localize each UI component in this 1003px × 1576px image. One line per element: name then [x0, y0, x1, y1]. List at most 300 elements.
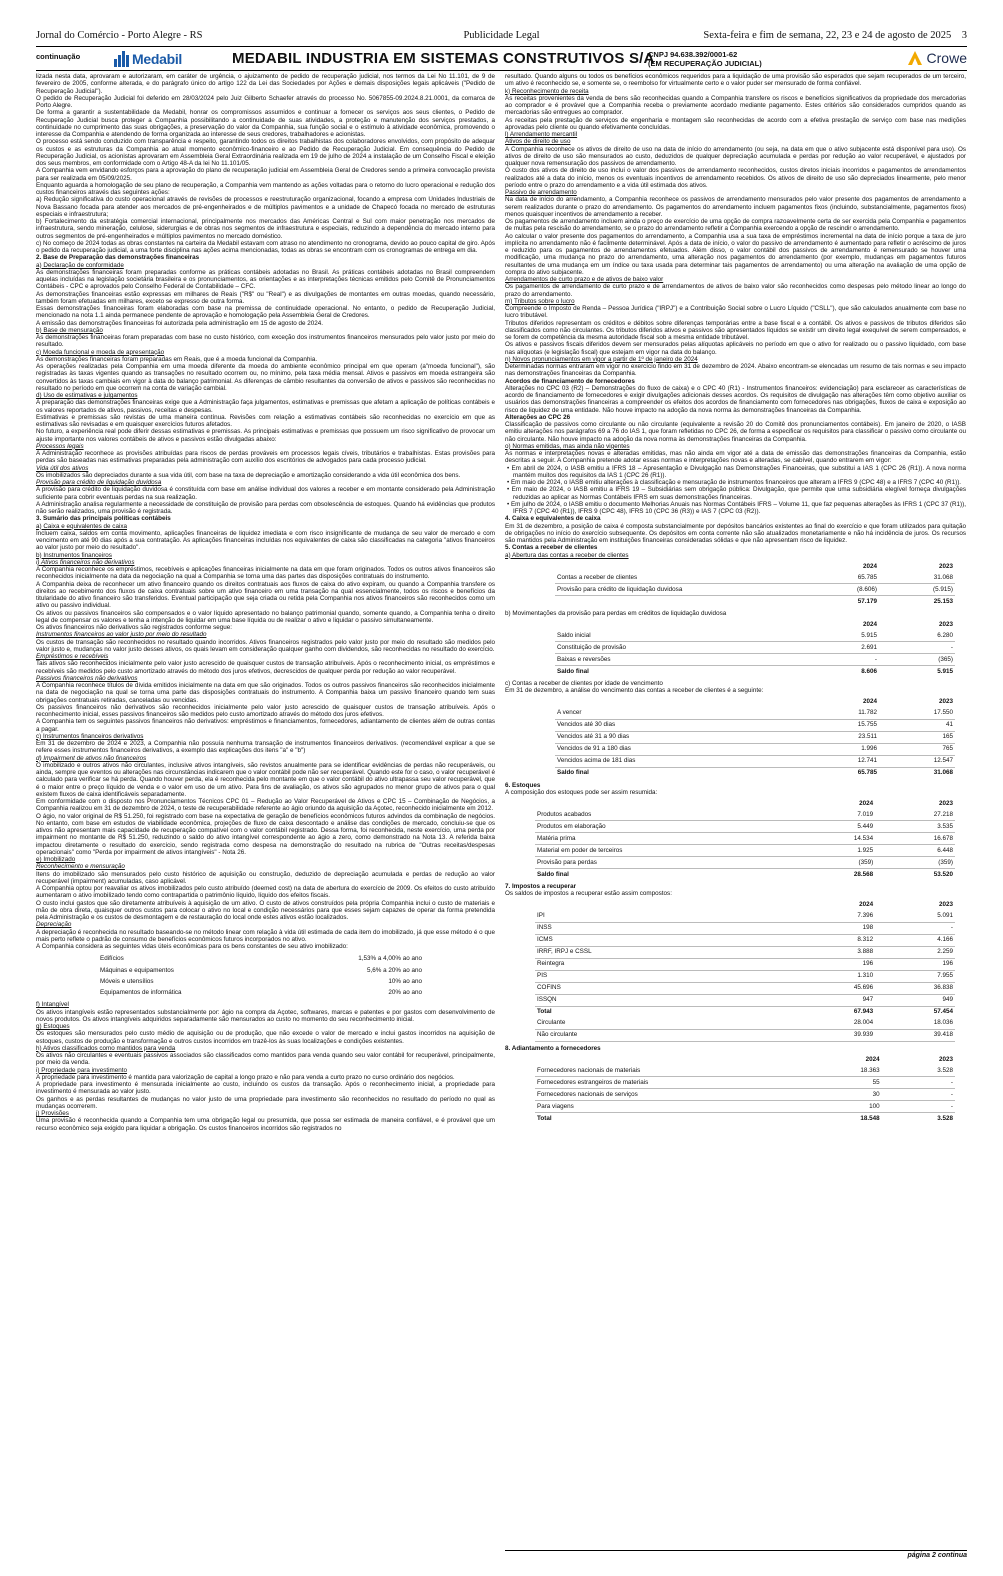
table-row	[535, 1029, 955, 1041]
header-label-cell	[555, 697, 803, 708]
paragraph: Na data de início do arrendamento, a Companhia reconhece os passivos de arrendamento mensurados pelo valor presente dos pagamentos de arrendamento a serem realizados durante o prazo do arrendamento. Os pagamentos do arrendamento incluem pagamentos fixos (incluindo, substancialmente, pagamentos fixos) menos quaisquer incentivos de arrendamento a receber.	[505, 196, 966, 218]
paragraph: lizada nesta data, aprovaram e autorizaram, em caráter de urgência, o ajuizamento de pedido de recuperação judicial, nos termos da Lei No 11.101, de 9 de fevereiro de 2005, conforme alterada, e do parágrafo único do artigo 122 da Lei das Sociedades por Ações e demais disposições legais aplicáveis ("Pedido de Recuperação Judicial").	[36, 73, 495, 95]
paragraph: A Administração analisa regularmente a necessidade de constituição de provisão para perdas com obsolescência de estoques. Quando há evidências que produtos não serão realizados, uma provisão é registrada.	[36, 500, 495, 515]
subsection-heading: l) Arrendamento mercantil	[505, 131, 578, 138]
value-2023: 18.036	[875, 1018, 955, 1030]
row-label: Constituição de provisão	[555, 642, 803, 654]
paragraph: Os pagamentos de arrendamento incluem ainda o preço de exercício de uma opção de compra razoavelmente certa de ser exercida pela Companhia e pagamentos de multas pela rescisão do arrendamento, se o prazo do arrendamento refletir a Companhia exercendo a opção de rescindir o arrendamento.	[505, 218, 966, 233]
subsection-heading: Alterações ao CPC 26	[505, 413, 571, 421]
header-2023: 2023	[938, 1055, 953, 1063]
paragraph: Classificação de passivos como circulante ou não circulante (equivalente a revisão 20 do Comitê dos pronunciamentos contábeis). Em janeiro de 2020, o IASB emitiu alterações nos parágrafos 69 a 76 do IAS 1, que foram refletidas no CPC 26, de forma a especificar os requisitos para classificar o passivo como circulante ou não circulante. Não houve impacto na adoção da nova norma às demonstrações financeiras da Companhia.	[505, 421, 966, 443]
row-label: Produtos acabados	[535, 809, 795, 821]
asset-class: Móveis e utensílios	[100, 977, 154, 985]
header-2024: 2024	[862, 620, 877, 628]
table-total-row	[535, 1112, 955, 1124]
paragraph: O ágio, no valor original de R$ 51.250, foi registrado com base na expectativa de geração de benefícios econômicos futuros advindos da combinação de negócios. No entanto, com base em estudos de viabilidade econômica, projeções de fluxo de caixa descontado e análise das condições de mercado, concluiu-se que os ativos não apresentam mais capacidade de recuperação compatível com o valor contábil registrado. Dessa forma, foi reconhecida, neste exercício, uma perda por impairment no montante de R$ 51.250, reduzindo o saldo do ativo intangível correspondente ao ágio a zero, como demonstrado na Nota 13. A referida baixa impactou diretamente o resultado do exercício, sendo registrada como despesa na demonstração do resultado na rubrica de "Outras receitas/despesas operacionais" como "Perda por impairment de ativos intangíveis" - Nota 26.	[36, 812, 495, 856]
subsection-heading: d) Uso de estimativas e julgamentos	[36, 392, 138, 399]
value-2023: 3.528	[882, 1065, 955, 1077]
subsection-heading: Ativos de direito de uso	[505, 138, 571, 146]
value-2024: -	[803, 654, 879, 666]
value-2023: -	[882, 1076, 955, 1088]
value-2024: 65.785	[803, 767, 879, 779]
continues-note: página 2 continua	[907, 1552, 967, 1559]
table-total-row	[555, 595, 955, 607]
paragraph: Os ativos não circulantes e eventuais passivos associados são classificados como mantidos para venda quando seu valor contábil for recuperável, principalmente, por meio da venda.	[36, 1052, 495, 1067]
table-row	[535, 994, 955, 1006]
paragraph: c) No começo de 2024 todas as obras constantes na carteira da Medabil estavam com atraso no atendimento no cronograma, devido ao pouco capital de giro. Após o pedido da recuperação judicial, a uma forte disciplina nas ações acima mencionadas, todas as obras se encontram com os cronogramas de entrega em dia.	[36, 239, 495, 254]
value-2024: 28.568	[795, 869, 875, 881]
row-label: IPI	[535, 911, 795, 923]
header-2024: 2024	[862, 698, 877, 706]
value-2024: 1.996	[803, 743, 879, 755]
bullet-item: • Em julho de 2024, o IASB emitiu o documento Melhorias Anuais nas Normas Contábeis IFRS – Volume 11, que faz pequenas alterações às IFRS 1 (CPC 37 (R1)), IFRS 7 (CPC 40 (R1)), IFRS 9 (CPC 48), IFRS 10 (CPC 36 (R3)) e IAS 7 (CPC 03 (R2)).	[507, 500, 966, 515]
notice-header	[36, 50, 967, 70]
paragraph: O pedido de Recuperação Judicial foi deferido em 28/03/2024 pelo Juiz Gilberto Schaefer através do processo No. 5067855-09.2024.8.21.0001, da comarca de Porto Alegre.	[36, 94, 495, 109]
table-header	[535, 798, 955, 809]
table-row	[535, 809, 955, 821]
subsection-heading: g) Estoques	[36, 1023, 70, 1030]
asset-class: Máquinas e equipamentos	[100, 966, 174, 974]
header-2023: 2023	[938, 799, 953, 807]
header-2024: 2024	[859, 799, 874, 807]
header-2023: 2023	[938, 620, 953, 628]
table-row	[535, 958, 955, 970]
header-2024: 2024	[862, 562, 877, 570]
edition-date: Sexta-feira e fim de semana, 22, 23 e 24 de agosto de 2025 3	[703, 30, 967, 41]
table-row	[535, 821, 955, 833]
table-row	[535, 1065, 955, 1077]
paragraph: A composição dos estoques pode ser assim resumida:	[505, 788, 658, 796]
value-2023: -	[882, 1100, 955, 1112]
row-label: Saldo final	[555, 666, 803, 678]
header-label-cell	[535, 1054, 795, 1065]
newspaper-name: Jornal do Comércio - Porto Alegre - RS	[36, 30, 203, 41]
subsection-heading: Empréstimos e recebíveis	[36, 653, 109, 660]
value-2024: 12.741	[803, 755, 879, 767]
value-2023: 6.280	[879, 630, 955, 642]
table-row	[555, 642, 955, 654]
paragraph: Os ativos financeiros não derivativos são registrados conforme segue:	[36, 624, 233, 631]
subsection-heading: c) Moeda funcional e moeda de apresentação	[36, 348, 165, 356]
subsection-heading: o) Normas emitidas, mas ainda não vigentes	[505, 442, 630, 450]
masthead-rule	[36, 46, 967, 47]
asset-class: Edifícios	[100, 955, 124, 963]
value-2024: 5.915	[803, 630, 879, 642]
depreciation-table	[96, 952, 426, 999]
table-header	[555, 619, 955, 630]
row-label: Fornecedores estrangeiros de materiais	[535, 1076, 795, 1088]
subsection-heading: Passivo de arrendamento	[505, 189, 577, 196]
row-label: Provisão para perdas	[535, 857, 795, 869]
table-header	[535, 900, 955, 911]
paragraph: a) Redução significativa do custo operacional através de revisões de processos e reestruturação organizacional, focando a empresa com Unidades Industriais de Nova Bassano focada para atender aos mercados de pré-engenheirados e de múltiplos pavimentos e a unidade de Chapecó focada no mercado de estruturas especiais e infraestrutura;	[36, 196, 495, 218]
header-2024: 2024	[865, 1055, 880, 1063]
paragraph: Compreende o Imposto de Renda – Pessoa Jurídica ("IRPJ") e a Contribuição Social sobre o Lucro Líquido ("CSLL"), que são calculados anualmente com base no lucro tributável.	[505, 305, 966, 320]
subsection-heading: Processos legais	[36, 442, 84, 450]
paragraph: Tributos diferidos representam os créditos e débitos sobre diferenças temporárias entre a base fiscal e a contábil. Os ativos e passivos de tributos diferidos são classificados como não circulantes. Os tributos diferidos ativos e passivos são apresentados líquidos se existir um direito legal exequível de serem compensados, e se forem de competência da mesma autoridade fiscal sob a mesma entidade tributável.	[505, 319, 966, 341]
value-2023: 31.068	[879, 572, 955, 584]
section-name: Publicidade Legal	[463, 30, 540, 41]
value-2023: 36.838	[875, 982, 955, 994]
value-2024: 65.785	[803, 572, 879, 584]
left-column	[36, 73, 495, 1553]
paragraph: As demonstrações financeiras foram preparadas conforme as práticas contábeis adotadas no Brasil. As práticas contábeis adotadas no Brasil compreendem aquelas incluídas na legislação societária brasileira e os pronunciamentos, as orientações e as interpretações técnicas emitidos pelo Comitê de Pronunciamentos Contábeis - CPC e aprovados pelo Conselho Federal de Contabilidade – CFC.	[36, 268, 495, 291]
value-2023: 41	[879, 719, 955, 731]
row-label: Matéria prima	[535, 833, 795, 845]
table-row	[535, 934, 955, 946]
depreciation-rate: 5,6% a 20% ao ano	[367, 966, 422, 974]
table-header	[555, 561, 955, 572]
value-2024: (359)	[795, 857, 875, 869]
table-row	[535, 1088, 955, 1100]
subsection-heading: c) Instrumentos financeiros derivativos	[36, 732, 144, 740]
table-row	[535, 946, 955, 958]
depreciation-rate: 1,53% a 4,00% ao ano	[358, 955, 422, 963]
subsection-heading: Acordos de financiamento de fornecedores	[505, 377, 635, 385]
value-2023: -	[879, 642, 955, 654]
table-row	[555, 583, 955, 595]
row-label: ISSQN	[535, 994, 795, 1006]
bullet-item: • Em maio de 2024, o IASB emitiu a IFRS 19 – Subsidiárias sem obrigação pública: Divulgação, que permite que uma subsidiária elegível forneça divulgações reduzidas ao aplicar as Normas Contábeis IFRS em suas demonstrações financeiras.	[507, 486, 966, 501]
row-label: Vencidos até 31 a 90 dias	[555, 731, 803, 743]
table-row	[555, 743, 955, 755]
subsection-heading: Provisão para crédito de liquidação duvidosa	[36, 479, 162, 486]
paragraph: A Companhia reconhece títulos de dívida emitidos inicialmente na data em que são originados. Todos os outros passivos financeiros são reconhecidos inicialmente na data de negociação na qual se torna uma parte das disposições contratuais do instrumento. A Companhia baixa um passivo financeiro quando tem suas obrigações contratuais retiradas, canceladas ou vencidas.	[36, 682, 495, 704]
value-2023: 165	[879, 731, 955, 743]
subsection-heading: b) Base de mensuração	[36, 326, 103, 334]
value-2024: 39.939	[795, 1029, 875, 1041]
subsection-heading: Instrumentos financeiros ao valor justo por meio do resultado	[36, 631, 207, 639]
value-2024: 2.691	[803, 642, 879, 654]
page-number: 3	[961, 30, 967, 41]
value-2024: 14.534	[795, 833, 875, 845]
row-label: Reintegra	[535, 958, 795, 970]
value-2024: 28.004	[795, 1018, 875, 1030]
table-row	[555, 755, 955, 767]
provision-movement-table	[555, 619, 955, 677]
paragraph: A emissão das demonstrações financeiras foi autorizada pela administração em 15 de agosto de 2024.	[36, 319, 324, 327]
cnpj: CNPJ 94.638.392/0001-62	[648, 50, 738, 59]
section-heading: 7. Impostos a recuperar	[505, 883, 577, 890]
value-2024: 23.511	[803, 731, 879, 743]
crowe-logo-icon: Crowe	[906, 50, 967, 66]
paragraph: A Companhia deixa de reconhecer um ativo financeiro quando os direitos contratuais aos fluxos de caixa do ativo expiram, ou quando a Companhia transfere os direitos ao recebimento dos fluxos de caixa contratuais sobre um ativo financeiro em uma transação na qual essencialmente, todos os riscos e benefícios da titularidade do ativo financeiro são transferidos. Eventual participação que seja criada ou retida pela Companhia nos ativos financeiros são reconhecidos como um ativo ou passivo individual.	[36, 580, 495, 610]
subsection-heading: n) Novos pronunciamentos em vigor a partir de 1º de janeiro de 2024	[505, 355, 698, 363]
depreciation-row	[98, 966, 424, 975]
table-row	[535, 1100, 955, 1112]
recoverable-taxes-table	[535, 900, 955, 1042]
paragraph: A depreciação é reconhecida no resultado baseando-se no método linear com relação à vida útil estimada de cada item do imobilizado, já que esse método é o que mais perto reflete o padrão de consumo de benefícios econômicos futuros incorporados no ativo.	[36, 928, 495, 943]
value-2024: 18.548	[795, 1112, 881, 1124]
value-2023: 4.166	[875, 934, 955, 946]
subsection-heading: j) Provisões	[36, 1110, 69, 1117]
company-id	[648, 50, 762, 68]
value-2023: -	[875, 922, 955, 934]
table-row	[555, 719, 955, 731]
table-total-row	[555, 666, 955, 678]
value-2023: (359)	[875, 857, 955, 869]
value-2023: 27.218	[875, 809, 955, 821]
row-label: ICMS	[535, 934, 795, 946]
paragraph: Os ativos e passivos fiscais diferidos devem ser mensurados pelas alíquotas aplicáveis no período em que o ativo for realizado ou o passivo liquidado, com base nas alíquotas (e legislação fiscal) que estejam em vigor na data do balanço.	[505, 341, 966, 356]
paragraph: Os estoques são mensurados pelo custo médio de aquisição ou de produção, que não excede o valor de mercado e inclui gastos incorridos na aquisição de estoques, custos de produção e transformação e outros custos incorridos em trazê-los às suas localizações e condições existentes.	[36, 1030, 495, 1045]
subsection-heading: a) Declaração de conformidade	[36, 261, 124, 269]
row-label: IRRF, IRPJ e CSSL	[535, 946, 795, 958]
value-2024: 5.449	[795, 821, 875, 833]
paragraph: De forma a garantir a sustentabilidade da Medabil, honrar os compromissos assumidos e continuar a fornecer os serviços aos seus clientes, o Pedido de Recuperação Judicial busca proteger a Companhia possibilitando a continuidade de suas atividades, a proteção e manutenção dos serviços prestados, a continuidade no cumprimento das suas obrigações, a preservação do valor da Companhia, sua função social e o estímulo à atividade econômica, promovendo o interesse da Companhia e atendendo de forma organizada ao interesse de seus credores, trabalhadores e acionistas.	[36, 109, 495, 138]
row-label: PIS	[535, 970, 795, 982]
header-2024: 2024	[859, 901, 874, 909]
value-2024: 57.179	[803, 595, 879, 607]
value-2024: 30	[795, 1088, 881, 1100]
depreciation-row	[98, 954, 424, 963]
table-row	[555, 654, 955, 666]
paragraph: A Companhia reconhece os ativos de direito de uso na data de início do arrendamento (ou seja, na data em que o ativo subjacente está disponível para uso). Os ativos de direito de uso são mensurados ao custo, deduzidos de qualquer depreciação acumulada e perdas por redução ao valor recuperável, e ajustados por qualquer nova remensuração dos passivos de arrendamento.	[505, 145, 966, 167]
table-row	[555, 630, 955, 642]
section-heading: 6. Estoques	[505, 781, 541, 789]
header-rule	[36, 70, 967, 71]
value-2024: 1.310	[795, 970, 875, 982]
subsection-heading: k) Reconhecimento de receita	[505, 87, 589, 95]
row-label: INSS	[535, 922, 795, 934]
value-2024: 7.019	[795, 809, 875, 821]
depreciation-rate: 20% ao ano	[388, 989, 422, 996]
row-label: Saldo final	[535, 869, 795, 881]
paragraph: A provisão para crédito de liquidação duvidosa é constituída com base em análise individual dos valores a receber e em montante considerado pela Administração suficiente para cobrir eventuais perdas na sua realização.	[36, 486, 495, 501]
depreciation-rate: 10% ao ano	[388, 977, 422, 985]
company-name: MEDABIL INDUSTRIA EM SISTEMAS CONSTRUTIVOS S/A	[232, 50, 655, 67]
judicial-status: (EM RECUPERAÇÃO JUDICIAL)	[648, 59, 762, 68]
row-label: Vencidos acima de 181 dias	[555, 755, 803, 767]
paragraph: Estimativas e premissas são revistas de uma maneira contínua. Revisões com relação a estimativas contábeis são reconhecidas no exercício em que as estimativas são revisadas e em quaisquer exercícios futuros afetados.	[36, 413, 495, 428]
paragraph: As operações realizadas pela Companhia em uma moeda diferente da moeda do ambiente econômico principal em que operam (a"moeda funcional"), são registradas às taxas vigentes quando as transações no resultado ocorrem ou, no mínimo, pela taxa média mensal. Ativos e passivos em moeda estrangeira são convertidos às taxas cambiais em vigor à data do balanço patrimonial. As diferenças de câmbio resultantes da conversão de ativos e passivos são reconhecidas no resultado no período em que ocorrem na conta de variação cambial.	[36, 363, 495, 392]
table-total-row	[535, 1006, 955, 1018]
row-label: Para viagens	[535, 1100, 795, 1112]
paragraph: As demonstrações financeiras foram preparadas em Reais, que é a moeda funcional da Companhia.	[36, 355, 318, 363]
paragraph: As normas e interpretações novas e alteradas emitidas, mas não ainda em vigor até a data de emissão das demonstrações financeiras da Companhia, estão descritas a seguir. A Companhia pretende adotar essas normas e interpretações novas e alteradas, se cabível, quando entrarem em vigor:	[505, 450, 966, 465]
medabil-logo-icon: Medabil	[114, 50, 182, 68]
subsection-heading: a) Caixa e equivalentes de caixa	[36, 522, 128, 530]
section-heading: 4. Caixa e equivalentes de caixa	[505, 515, 601, 523]
table-total-row	[535, 869, 955, 881]
table-row	[555, 708, 955, 720]
paragraph: O imobilizado e outros ativos não circulantes, inclusive ativos intangíveis, são revistos anualmente para se identificar evidências de perdas não recuperáveis, ou ainda, sempre que eventos ou alterações nas circunstâncias indicarem que o valor contábil pode não ser recuperável. Quando este for o caso, o valor recuperável é calculado para verificar se há perda. Quando houver perda, ela é reconhecida pelo montante em que o valor contábil do ativo ultrapassa seu valor recuperável, que é o maior entre o preço líquido de venda e o valor em uso de um ativo. Para fins de avaliação, os ativos são agrupados no menor grupo de ativos para o qual existem fluxos de caixa identificáveis separadamente.	[36, 761, 495, 798]
value-2023: 3.528	[882, 1112, 955, 1124]
table-row	[535, 833, 955, 845]
row-label: Produtos em elaboração	[535, 821, 795, 833]
value-2023: 12.547	[879, 755, 955, 767]
right-column	[505, 73, 966, 1553]
value-2023: 3.535	[875, 821, 955, 833]
subsection-heading: Reconhecimento e mensuração	[36, 863, 125, 871]
subsection-heading: f) Intangível	[36, 1001, 69, 1009]
subsection-heading: i) Ativos financeiros não derivativos	[36, 558, 135, 566]
header-label-cell	[535, 798, 795, 809]
value-2024: 1.925	[795, 845, 875, 857]
value-2023: (5.915)	[879, 583, 955, 595]
value-2023: 17.550	[879, 708, 955, 720]
subsection-heading: Passivos financeiros não derivativos	[36, 674, 138, 682]
paragraph: Os passivos financeiros não derivativos são reconhecidos inicialmente pelo valor justo acrescido de quaisquer custos de transação atribuíveis. Após o reconhecimento inicial, esses passivos financeiros são medidos pelo custo amortizado através do método dos juros efetivos.	[36, 703, 495, 718]
paragraph: A propriedade para investimento é mantida para valorização de capital a longo prazo e não para venda a curto prazo no curso ordinário dos negócios.	[36, 1073, 455, 1081]
inventory-table	[535, 798, 955, 880]
continuation-label: continuação	[36, 52, 81, 61]
row-label: Baixas e reversões	[555, 654, 803, 666]
value-2023: 16.678	[875, 833, 955, 845]
value-2024: 18.363	[795, 1065, 881, 1077]
asset-class: Equipamentos de informática	[100, 989, 182, 996]
aging-table	[555, 697, 955, 779]
paragraph: Itens do imobilizado são mensurados pelo custo histórico de aquisição ou construção, deduzido de depreciação acumulada e perdas de redução ao valor recuperável (impairment) acumuladas, caso aplicável.	[36, 870, 495, 885]
header-2023: 2023	[938, 562, 953, 570]
value-2023: 25.153	[879, 595, 955, 607]
paragraph: Em conformidade com o disposto nos Pronunciamentos Técnicos CPC 01 – Redução ao Valor Recuperável de Ativos e CPC 15 – Combinação de Negócios, a Companhia realizou em 31 de dezembro de 2024, o teste de recuperabilidade referente ao ágio oriundo da aquisição da Açotec, reconhecido inicialmente em 2012.	[36, 798, 495, 813]
value-2023: 31.068	[879, 767, 955, 779]
paragraph: Essas demonstrações financeiras foram elaboradas com base na premissa de continuidade operacional. No entanto, o pedido de Recuperação Judicial, mencionado na nota 1.1 ainda permanece pendente de aprovação e homologação pela Assembleia Geral de Credores.	[36, 305, 495, 320]
table-row	[555, 731, 955, 743]
row-label: Total	[535, 1006, 795, 1018]
header-label-cell	[535, 900, 795, 911]
paragraph: As receitas provenientes da venda de bens são reconhecidas quando a Companhia transfere os riscos e benefícios significativos da propriedade dos mercadorias ao comprador e é provável que a Companhia receba o previamente acordado mediante pagamento. Estes critérios são considerados cumpridos quando as mercadorias são entregues ao comprador.	[505, 94, 966, 117]
section-heading: 5. Contas a receber de clientes	[505, 544, 598, 552]
value-2023: 39.418	[875, 1029, 955, 1041]
paragraph: Incluem caixa, saldos em conta movimento, aplicações financeiras de liquidez imediata e com risco insignificante de mudança de seu valor de mercado e com vencimento em até 90 dias após a sua contratação. As aplicações financeiras incluídas nos equivalentes de caixa são classificadas na categoria "ativos financeiros ao valor justo por meio do resultado".	[36, 529, 495, 552]
paragraph: Os ganhos e as perdas resultantes de mudanças no valor justo de uma propriedade para investimento são reconhecidos no resultado do período no qual as mudanças ocorrerem.	[36, 1095, 495, 1110]
section-heading: 2. Base de Preparação das demonstrações financeiras	[36, 254, 200, 262]
paragraph: Tais ativos são reconhecidos inicialmente pelo valor justo acrescido de quaisquer custos de transação atribuíveis. Após o reconhecimento inicial, os empréstimos e recebíveis são medidos pelo custo amortizado através do método dos juros efetivos, decrescidos de qualquer perda por redução ao valor recuperável.	[36, 660, 495, 675]
value-2023: 2.259	[875, 946, 955, 958]
paragraph: No futuro, a experiência real pode diferir dessas estimativas e premissas. As principais estimativas e premissas que possuem um risco significativo de provocar um ajuste importante nos valores contábeis de ativos e passivos estão divulgadas abaixo:	[36, 428, 495, 443]
value-2024: 947	[795, 994, 875, 1006]
subsection-heading: Depreciação	[36, 921, 72, 929]
paragraph: A Companhia vem envidando esforços para a aprovação do plano de recuperação judicial em Assembleia Geral de Credores sendo a primeira convocação prevista para ser realizada em 05/09/2025.	[36, 167, 495, 182]
header-2023: 2023	[938, 901, 953, 909]
paragraph: Alterações no CPC 03 (R2) – Demonstrações do fluxo de caixa) e o CPC 40 (R1) - Instrumentos financeiros: evidenciação) para esclarecer as características de acordo de financiamento de fornecedores e exigir divulgações adicionais desses acordos. Os requisitos de divulgação nas alterações têm como objetivo auxiliar os usuários das demonstrações financeiras a compreender os efeitos dos acordos de financiamento com fornecedores nas obrigações, fluxos de caixa e exposição ao risco de liquidez de uma entidade. Não houve impacto na adoção da nova norma às demonstrações financeiras da Companhia.	[505, 384, 966, 414]
table-row	[535, 970, 955, 982]
value-2023: 7.955	[875, 970, 955, 982]
subsection-heading: c) Contas a receber de clientes por idade de vencimento	[505, 680, 663, 687]
row-label: A vencer	[555, 708, 803, 720]
row-label: Saldo final	[555, 767, 803, 779]
paragraph: A Companhia considera as seguintes vidas úteis econômicas para os bens constantes de seu ativo imobilizado:	[36, 943, 348, 950]
paragraph: O custo dos ativos de direito de uso inclui o valor dos passivos de arrendamento reconhecidos, custos diretos iniciais incorridos e pagamentos de arrendamentos realizados até a data do início, menos os eventuais incentivos de arrendamento recebidos. Os ativos de direito de uso são depreciados linearmente, pelo menor período entre o prazo do arrendamento e a vida útil estimada dos ativos.	[505, 167, 966, 189]
row-label: Circulante	[535, 1018, 795, 1030]
table-row	[535, 922, 955, 934]
table-row	[555, 572, 955, 584]
value-2023: 5.915	[879, 666, 955, 678]
row-label: Fornecedores nacionais de materiais	[535, 1065, 795, 1077]
paragraph: A Companhia reconhece os empréstimos, recebíveis e aplicações financeiras inicialmente na data em que foram originados. Todos os outros ativos financeiros são reconhecidos inicialmente na data da negociação na qual a Companhia se torna uma das partes das disposições contratuais do instrumento.	[36, 566, 495, 581]
subsection-heading: a) Abertura das contas a receber de clientes	[505, 551, 629, 559]
bullet-item: • Em maio de 2024, o IASB emitiu alterações à classificação e mensuração de instrumentos financeiros que alteram a IFRS 9 (CPC 48) e a IFRS 7 (CPC 40 (R1)).	[507, 479, 962, 486]
section-heading: 8. Adiantamento a fornecedores	[505, 1044, 601, 1052]
subsection-heading: e) Imobilizado	[36, 856, 76, 863]
row-label: Não circulante	[535, 1029, 795, 1041]
bullet-item: • Em abril de 2024, o IASB emitiu a IFRS 18 – Apresentação e Divulgação nas Demonstrações Financeiras, que substitui a IAS 1 (CPC 26 (R1)). A nova norma mantém muitos dos requisitos da IAS 1 (CPC 26 (R1)).	[507, 464, 966, 479]
table-row	[535, 982, 955, 994]
value-2023: 949	[875, 994, 955, 1006]
subsection-heading: h) Ativos classificados como mantidos para venda	[36, 1044, 176, 1052]
footer-rule	[505, 1550, 967, 1551]
masthead	[36, 30, 967, 46]
paragraph: A Companhia optou por reavaliar os ativos imobilizados pelo custo atribuído (deemed cost) na data de abertura do exercício de 2009. Os efeitos do custo atribuído aumentaram o ativo imobilizado tendo como contrapartida o patrimônio líquido, líquido dos efeitos fiscais.	[36, 885, 495, 900]
supplier-advances-table	[535, 1054, 955, 1124]
table-row	[535, 911, 955, 923]
paragraph: Os custos de transação são reconhecidos no resultado quando incorridos. Ativos financeiros registrados pelo valor justo por meio do resultado são medidos pelo valor justo e, mudanças no valor justo desses ativos, os quais levam em consideração qualquer ganho com dividendos, são reconhecidas no resultado do exercício.	[36, 638, 495, 653]
value-2024: 198	[795, 922, 875, 934]
row-label: Saldo inicial	[555, 630, 803, 642]
value-2023: 196	[875, 958, 955, 970]
table-header	[555, 697, 955, 708]
table-header	[535, 1054, 955, 1065]
paragraph: O custo inclui gastos que são diretamente atribuíveis à aquisição de um ativo. O custo de ativos construídos pela própria Companhia inclui o custo de materiais e mão de obra direta, quaisquer outros custos para colocar o ativo no local e condição necessários para que esses sejam capazes de operar da forma pretendida pela Administração e os custos de desmontagem e de restauração do local onde estes ativos estão localizados.	[36, 899, 495, 921]
receivables-table	[555, 561, 955, 607]
value-2024: 100	[795, 1100, 881, 1112]
row-label: Material em poder de terceiros	[535, 845, 795, 857]
value-2023: -	[882, 1088, 955, 1100]
paragraph: O processo está sendo conduzido com transparência e respeito, garantindo todos os direitos trabalhistas dos colaboradores envolvidos, com propósito de adequar os custos e as estruturas da Companhia ao atual momento econômico-financeiro e ao Pedido de Recuperação Judicial. Em consequência do Pedido de Recuperação Judicial, os acionistas aprovaram em Assembleia Geral Extraordinária realizada em 19 de julho de 2024 a instalação de um Conselho Fiscal e eleição dos seus membros, em conformidade com o Artigo 48-A da lei No 11.101/05.	[36, 138, 495, 167]
value-2024: (8.606)	[803, 583, 879, 595]
depreciation-row	[98, 988, 424, 997]
paragraph: Uma provisão é reconhecida quando a Companhia tem uma obrigação legal ou presumida, que possa ser estimada de maneira confiável, e é provável que um recurso econômico seja exigido para liquidar a obrigação. Os custos financeiros incorridos são registrados no	[36, 1117, 495, 1132]
paragraph: A Companhia tem os seguintes passivos financeiros não derivativos: empréstimos e financiamentos, fornecedores, adiantamento de clientes além de outras contas a pagar.	[36, 718, 495, 733]
value-2023: 53.520	[875, 869, 955, 881]
paragraph: Em 31 de dezembro, a análise do vencimento das contas a receber de clientes é a seguinte:	[505, 687, 764, 695]
paragraph: Os imobilizados são depreciados durante a sua vida útil, com base na taxa de depreciação e amortização considerando a vida útil econômica dos bens.	[36, 471, 461, 479]
row-label: Provisão para crédito de liquidação duvidosa	[555, 583, 803, 595]
subsection-heading: i) Propriedade para investimento	[36, 1066, 128, 1074]
paragraph: A preparação das demonstrações financeiras exige que a Administração faça julgamentos, estimativas e premissas que afetam a aplicação de políticas contábeis e os valores reportados de ativos, passivos, receitas e despesas.	[36, 399, 495, 414]
value-2024: 55	[795, 1076, 881, 1088]
header-label-cell	[555, 619, 803, 630]
paragraph: Ao calcular o valor presente dos pagamentos do arrendamento, a Companhia usa a sua taxa de empréstimos incremental na data de início porque a taxa de juro implícita no arrendamento não é facilmente determinável. Após a data de início, o valor do passivo de arrendamento é aumentado para refletir o acréscimo de juros e reduzido para os pagamentos de arrendamentos efetuados. Além disso, o valor contábil dos passivos de arrendamento é remensurado se houver uma modificação, uma mudança no prazo do arrendamento, uma alteração nos pagamentos do arrendamento (por exemplo, mudanças em pagamentos futuros resultantes de uma mudança em um índice ou taxa usada para determinar tais pagamentos de arrendamento) ou uma alteração na avaliação de uma opção de compra do ativo subjacente.	[505, 232, 966, 276]
table-total-row	[555, 767, 955, 779]
paragraph: resultado. Quando alguns ou todos os benefícios econômicos requeridos para a liquidação de uma provisão são esperados que sejam recuperados de um terceiro, um ativo é reconhecido se, e somente se, o reembolso for virtualmente certo e o valor puder ser mensurado de forma confiável.	[505, 73, 966, 88]
paragraph: Os saldos de impostos a recuperar estão assim compostos:	[505, 890, 672, 898]
row-label: Contas a receber de clientes	[555, 572, 803, 584]
paragraph: Em 31 de dezembro, a posição de caixa é composta substancialmente por depósitos bancários existentes ao final do exercício e que foram utilizados para quitação de obrigações no início do exercício subsequente. Os depósitos em conta corrente não são atualizados monetariamente e não há incidência de juros. Os recursos são mantidos pela Administração em instituições financeiras consideradas sólidas e que não apresentam risco de liquidez.	[505, 522, 966, 544]
table-row	[535, 1018, 955, 1030]
subsection-heading: Vida útil dos ativos	[36, 464, 89, 472]
paragraph: As receitas pela prestação de serviços de engenharia e montagem são reconhecidas de acordo com a efetiva prestação de serviço com base nas medições aprovadas pelo cliente ou quando efetivamente concluídas.	[505, 116, 966, 131]
value-2024: 3.888	[795, 946, 875, 958]
row-label	[555, 595, 803, 607]
value-2023: (365)	[879, 654, 955, 666]
paragraph: As demonstrações financeiras foram preparadas com base no custo histórico, com exceção dos instrumentos financeiros mensurados pelo valor justo por meio do resultado.	[36, 334, 495, 349]
paragraph: As demonstrações financeiras estão expressas em milhares de Reais ("R$" ou "Real") e as divulgações de montantes em outras moedas, quando necessário, também foram efetuadas em milhares, exceto se expresso de outra forma.	[36, 290, 495, 305]
value-2024: 8.312	[795, 934, 875, 946]
table-row	[535, 845, 955, 857]
row-label: COFINS	[535, 982, 795, 994]
value-2023: 765	[879, 743, 955, 755]
subsection-heading: d) Impairment de ativos não financeiros	[36, 754, 147, 762]
paragraph: Determinadas normas entraram em vigor no exercício findo em 31 de dezembro de 2024. Abaixo encontram-se elencadas um resumo de tais normas e seu impacto nas demonstrações financeiras da Companhia.	[505, 363, 966, 378]
value-2024: 7.396	[795, 911, 875, 923]
paragraph: Os ativos intangíveis estão representados substancialmente por: ágio na compra da Açotec, softwares, marcas e patentes e por gastos com desenvolvimento de novos produtos. Os ativos intangíveis adquiridos separadamente são mensurados ao custo no momento do seu reconhecimento inicial.	[36, 1008, 495, 1023]
row-label: Vencidos até 30 dias	[555, 719, 803, 731]
paragraph: Os ativos ou passivos financeiros são compensados e o valor líquido apresentado no balanço patrimonial quando, somente quando, a Companhia tenha o direito legal de compensar os valores e tenha a intenção de liquidar em uma base líquida ou de realizar o ativo e liquidar o passivo simultaneamente.	[36, 609, 495, 624]
paragraph: Os pagamentos de arrendamento de curto prazo e de arrendamentos de ativos de baixo valor são reconhecidos como despesas pelo método linear ao longo do prazo do arrendamento.	[505, 283, 966, 298]
paragraph: Em 31 de dezembro de 2024 e 2023, a Companhia não possuía nenhuma transação de instrumentos financeiros derivativos. (recomendável explicar a que se refere esses instrumentos financeiros derivativos, a exemplo das explicações dos itens "a" e "b")	[36, 740, 495, 755]
paragraph: Enquanto aguarda a homologação de seu plano de recuperação, a Companhia vem mantendo as ações voltadas para o retorno do lucro operacional e redução dos custos financeiros através das seguintes ações:	[36, 181, 495, 196]
header-2023: 2023	[938, 698, 953, 706]
paragraph: b) Fortalecimento da estratégia comercial internacional, principalmente nos mercados das Américas Central e Sul com maior penetração nos mercados de infraestrutura, sendo mineração, celulose, siderurgias e de obras nos segmentos de infraestrutura e especiais, reduzindo a dependência do mercado interno para outros segmentos de pré-engenheirados e múltiplos pavimentos no mercado doméstico.	[36, 218, 495, 240]
subsection-heading: b) Instrumentos financeiros	[36, 551, 112, 559]
table-row	[535, 1076, 955, 1088]
section-heading: 3. Sumário das principais políticas contábeis	[36, 515, 171, 523]
value-2024: 45.696	[795, 982, 875, 994]
value-2024: 67.943	[795, 1006, 875, 1018]
